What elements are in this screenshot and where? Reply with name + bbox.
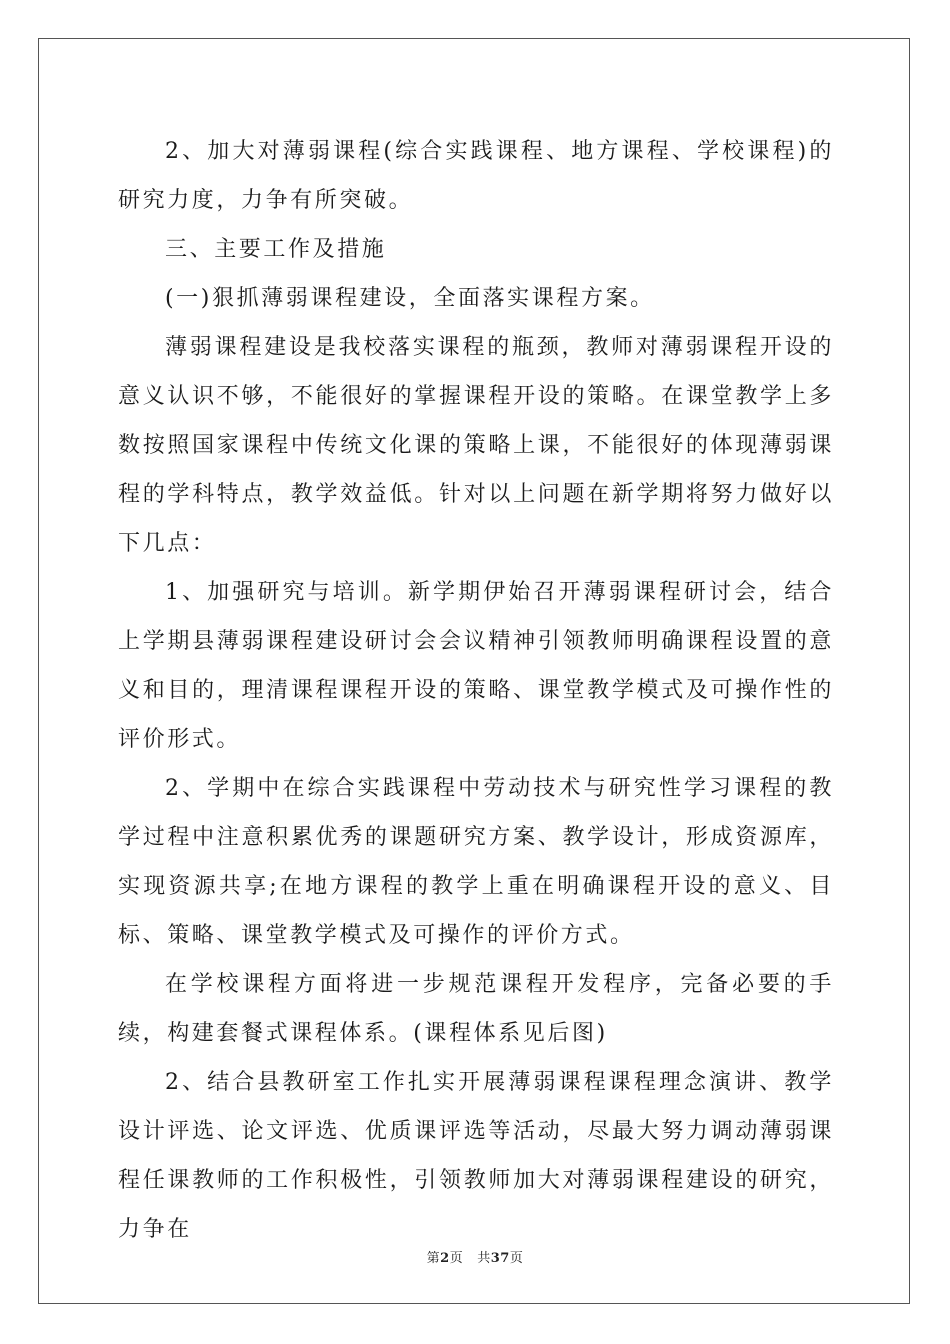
- total-prefix: 共: [477, 1251, 491, 1266]
- page-suffix: 页: [449, 1251, 464, 1266]
- paragraph: 2、学期中在综合实践课程中劳动技术与研究性学习课程的教学过程中注意积累优秀的课题研究方案、教学设计，形成资源库，实现资源共享;在地方课程的教学上重在明确课程开设的意义、目标、策略、课堂教学模式及可操作的评价方式。: [118, 776, 834, 948]
- document-body: [118, 127, 834, 1254]
- total-suffix: 页: [509, 1251, 524, 1266]
- paragraph: 2、结合县教研室工作扎实开展薄弱课程课程理念演讲、教学设计评选、论文评选、优质课评选等活动，尽最大努力调动薄弱课程任课教师的工作积极性，引领教师加大对薄弱课程建设的研究，力争在: [118, 1070, 834, 1242]
- section-heading: 三、主要工作及措施: [165, 237, 387, 262]
- total-page-count: 37: [490, 1251, 510, 1266]
- subsection-heading: (一)狠抓薄弱课程建设，全面落实课程方案。: [165, 286, 655, 311]
- page-footer: [0, 1247, 950, 1266]
- paragraph: 2、加大对薄弱课程(综合实践课程、地方课程、学校课程)的研究力度，力争有所突破。: [118, 139, 834, 213]
- current-page-number: 2: [440, 1251, 450, 1266]
- paragraph: 1、加强研究与培训。新学期伊始召开薄弱课程研讨会，结合上学期县薄弱课程建设研讨会会议精神引领教师明确课程设置的意义和目的，理清课程课程开设的策略、课堂教学模式及可操作性的评价形式。: [118, 580, 834, 752]
- paragraph: 在学校课程方面将进一步规范课程开发程序，完备必要的手续，构建套餐式课程体系。(课程体系见后图): [118, 972, 834, 1046]
- page-prefix: 第: [426, 1251, 441, 1266]
- paragraph: 薄弱课程建设是我校落实课程的瓶颈，教师对薄弱课程开设的意义认识不够，不能很好的掌握课程开设的策略。在课堂教学上多数按照国家课程中传统文化课的策略上课，不能很好的体现薄弱课程的学科特点，教学效益低。针对以上问题在新学期将努力做好以下几点：: [118, 335, 834, 556]
